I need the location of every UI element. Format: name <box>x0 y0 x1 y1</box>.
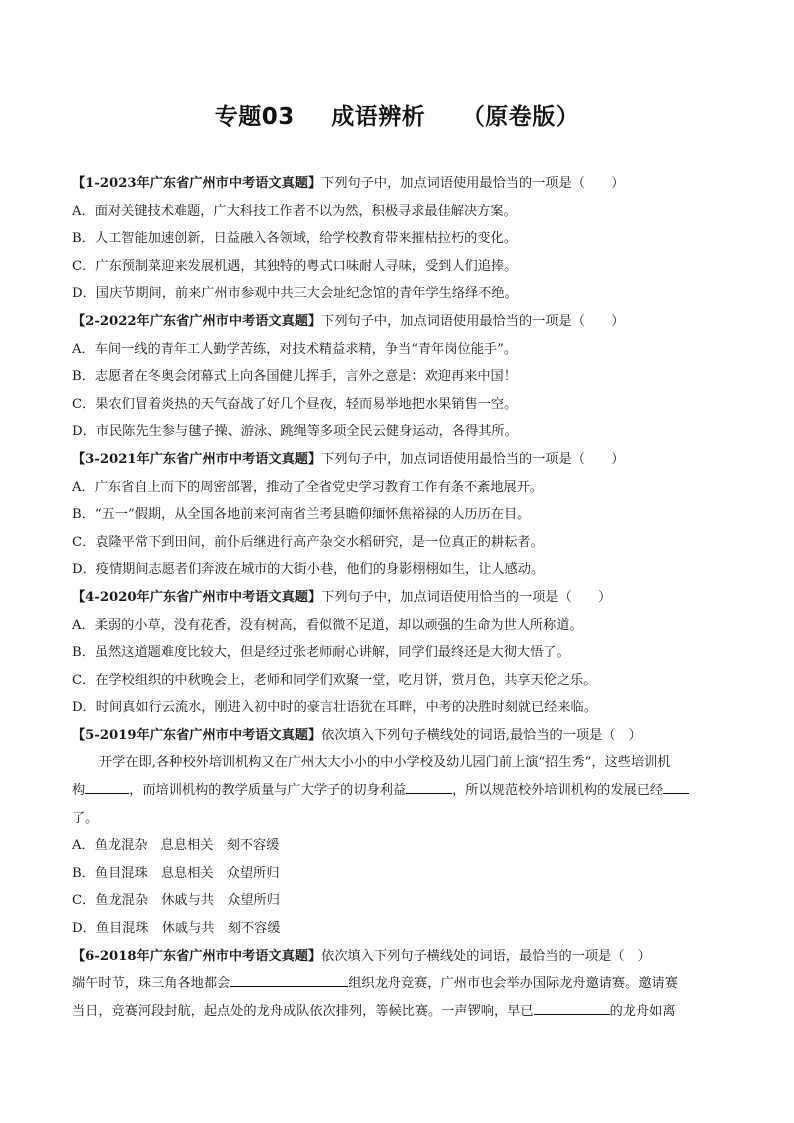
question-5-option-a: A．鱼龙混杂 息息相关 刻不容缓 <box>72 838 280 854</box>
question-3-option-c: C．袁隆平常下到田间，前仆后继进行高产杂交水稻研究，是一位真正的耕耘者。 <box>72 534 544 550</box>
question-3-header <box>72 446 722 474</box>
question-2-option-b: B．志愿者在冬奥会闭幕式上向各国健儿挥手，言外之意是：欢迎再来中国！ <box>72 369 517 385</box>
question-6-stem: 依次填入下列句子横线处的词语，最恰当的一项是（ ） <box>321 948 651 964</box>
question-1-option-b: B．人工智能加速创新，日益融入各领域，给学校教育带来摧枯拉朽的变化。 <box>72 231 517 247</box>
question-4-stem: 下列句子中，加点词语使用恰当的一项是（ ） <box>321 589 612 605</box>
fill-blank-2 <box>406 779 452 794</box>
question-6-passage-line-1 <box>72 970 722 998</box>
passage-text: ，所以规范校外培训机构的发展已经 <box>452 783 664 799</box>
question-1-option-a: A．面对关键技术难题，广大科技工作者不以为然，积极寻求最佳解决方案。 <box>72 203 517 219</box>
passage-text: 构 <box>72 783 86 799</box>
question-5-passage-line-2 <box>72 777 722 805</box>
question-5-option-b: B．鱼目混珠 息息相关 众望所归 <box>72 865 280 881</box>
question-2-option-c: C．果农们冒着炎热的天气奋战了好几个昼夜，轻而易举地把水果销售一空。 <box>72 396 518 412</box>
question-5-option-c: C．鱼龙混杂 休戚与共 众望所归 <box>72 893 280 909</box>
question-2-header <box>72 308 722 336</box>
question-5-passage-line-3: 了。 <box>72 810 99 826</box>
question-2-stem: 下列句子中，加点词语使用最恰当的一项是（ ） <box>321 313 625 329</box>
question-1-option-c: C．广东预制菜迎来发展机遇，其独特的粤式口味耐人寻味，受到人们追捧。 <box>72 258 518 274</box>
title-edition: （原卷版） <box>461 104 580 130</box>
fill-blank-1 <box>85 779 129 794</box>
question-1-header <box>72 170 722 198</box>
question-3-option-d: D．疫情期间志愿者们奔波在城市的大街小巷，他们的身影栩栩如生，让人感动。 <box>72 562 545 578</box>
question-6-header <box>72 943 722 971</box>
page-title <box>0 98 794 131</box>
question-3-option-b: B．“五一”假期，从全国各地前来河南省兰考县瞻仰缅怀焦裕禄的人历历在目。 <box>72 507 531 523</box>
passage-text: 端午时节，珠三角各地都会 <box>72 976 231 992</box>
title-name: 成语辨析 <box>331 104 426 130</box>
passage-text: 当日，竞赛河段封航，起点处的龙舟成队依次排列，等候比赛。一声锣响，早已 <box>72 1003 534 1019</box>
question-6-passage-line-2 <box>72 998 722 1026</box>
question-1-tag: 【1-2023年广东省广州市中考语文真题】 <box>72 176 322 191</box>
question-1-stem: 下列句子中，加点词语使用最恰当的一项是（ ） <box>321 176 625 191</box>
question-4-option-b: B．虽然这道题难度比较大，但是经过张老师耐心讲解，同学们最终还是大彻大悟了。 <box>72 645 570 661</box>
question-4-option-c: C．在学校组织的中秋晚会上，老师和同学们欢聚一堂，吃月饼，赏月色，共享天伦之乐。 <box>72 672 597 688</box>
fill-blank-3 <box>663 779 689 794</box>
question-4-option-d: D．时间真如行云流水，刚进入初中时的豪言壮语犹在耳畔，中考的决胜时刻就已经来临。 <box>72 700 597 716</box>
question-3-option-a: A．广东省自上而下的周密部署，推动了全省党史学习教育工作有条不紊地展开。 <box>72 479 544 495</box>
question-2-option-a: A．车间一线的青年工人勤学苦练，对技术精益求精，争当“青年岗位能手”。 <box>72 341 518 357</box>
fill-blank-1 <box>230 972 348 987</box>
question-5-passage-line-1: 开学在即,各种校外培训机构又在广州大大小小的中小学校及幼儿园门前上演“招生秀”，这些培训机 <box>99 755 671 771</box>
title-topic: 专题03 <box>214 104 295 130</box>
question-5-tag: 【5-2019年广东省广州市中考语文真题】 <box>72 727 322 743</box>
question-2-option-d: D．市民陈先生参与毽子操、游泳、跳绳等多项全民云健身运动，各得其所。 <box>72 424 518 440</box>
passage-text: 的龙舟如离 <box>609 1003 676 1019</box>
question-3-tag: 【3-2021年广东省广州市中考语文真题】 <box>72 451 322 467</box>
question-4-option-a: A．柔弱的小草，没有花香，没有树高，看似微不足道，却以顽强的生命为世人所称道。 <box>72 617 583 633</box>
question-3-stem: 下列句子中，加点词语使用最恰当的一项是（ ） <box>321 451 625 467</box>
question-4-header <box>72 584 722 612</box>
question-4-tag: 【4-2020年广东省广州市中考语文真题】 <box>72 589 322 605</box>
fill-blank-2 <box>534 1000 610 1015</box>
question-1-option-d: D．国庆节期间，前来广州市参观中共三大会址纪念馆的青年学生络绎不绝。 <box>72 286 518 302</box>
question-5-stem: 依次填入下列句子横线处的词语,最恰当的一项是（ ） <box>321 727 642 743</box>
question-6-tag: 【6-2018年广东省广州市中考语文真题】 <box>72 948 322 964</box>
question-list <box>72 170 722 1025</box>
passage-text: 组织龙舟竞赛，广州市也会举办国际龙舟邀请赛。邀请赛 <box>348 976 678 992</box>
question-5-header <box>72 722 722 750</box>
question-2-tag: 【2-2022年广东省广州市中考语文真题】 <box>72 313 322 329</box>
question-5-option-d: D．鱼目混珠 休戚与共 刻不容缓 <box>72 921 281 937</box>
passage-text: ，而培训机构的教学质量与广大学子的切身利益 <box>129 783 407 799</box>
